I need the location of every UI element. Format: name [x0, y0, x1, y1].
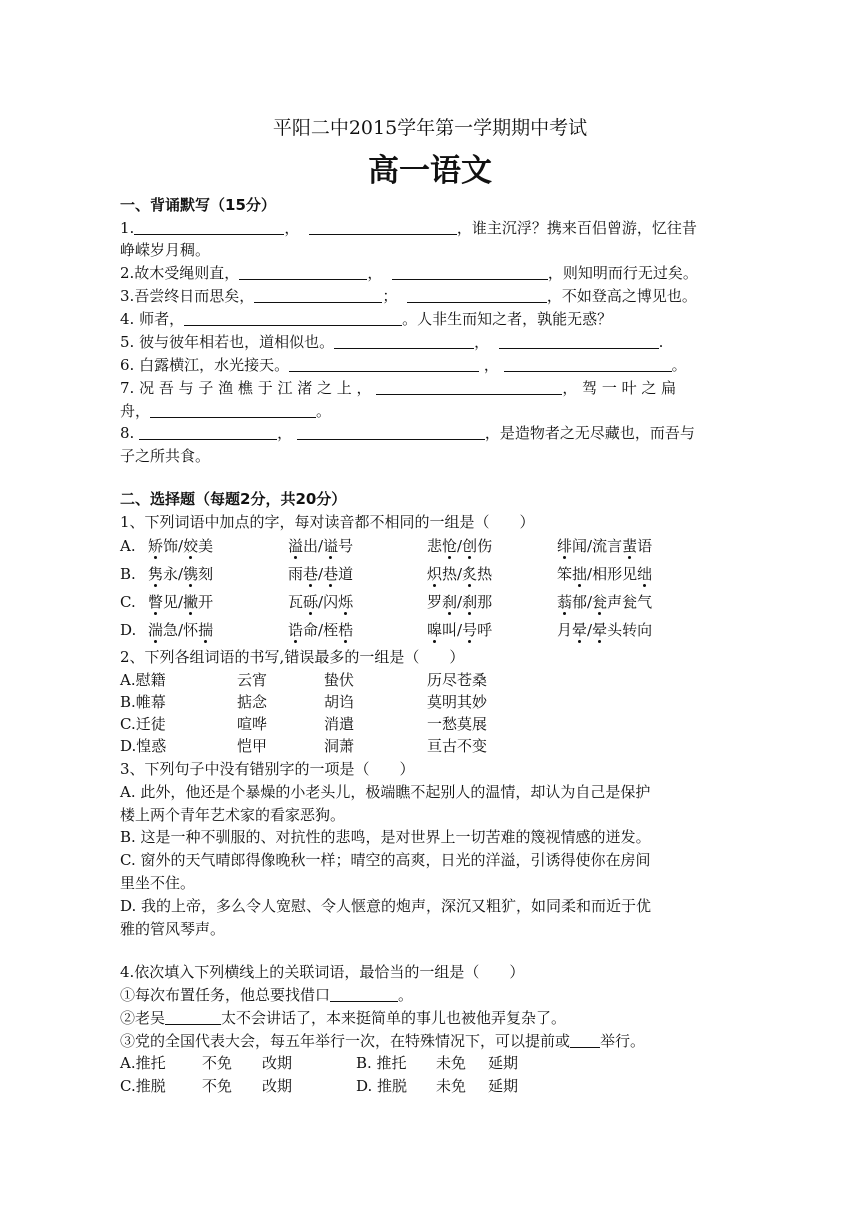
mc-q2-option[interactable]: D.惶惑 — [120, 737, 167, 755]
mc-q2-option[interactable]: A.慰籍 — [120, 671, 166, 689]
mc-q2-word: 蛰伏 — [324, 671, 355, 689]
mc-q4-word: 改期 — [262, 1054, 293, 1072]
mc-q2-word: 亘古不变 — [427, 737, 488, 755]
mc-q1-word-pair: 月晕/晕头转向 — [557, 621, 653, 639]
mc-q2-word: 消遣 — [324, 715, 355, 733]
mc-q2-stem: 2、下列各组词语的书写,错误最多的一组是（ ） — [120, 648, 465, 666]
answer-blank[interactable] — [570, 1031, 600, 1048]
mc-q2-word: 洞萧 — [324, 737, 355, 755]
mc-q1-word-pair: 雨巷/巷道 — [288, 565, 354, 583]
mc-q4-word: 未免 — [436, 1054, 467, 1072]
recite-q7-line1: 7. 况 吾 与 子 渔 樵 于 江 渚 之 上 ， ， 驾 一 叶 之 扁 — [120, 379, 677, 397]
mc-q2-option[interactable]: B.帷幕 — [120, 693, 166, 711]
mc-q2-word: 莫明其妙 — [427, 693, 488, 711]
mc-q4-word: 改期 — [262, 1077, 293, 1095]
mc-q1-word-pair: 悲怆/创伤 — [427, 537, 493, 555]
mc-q2-word: 喧哗 — [237, 715, 268, 733]
recite-q5: 5. 彼与彼年相若也，道相似也。 ， . — [120, 333, 664, 351]
answer-blank[interactable] — [392, 263, 548, 280]
recite-q7-line2: 舟， 。 — [120, 402, 332, 420]
mc-q4-sentence-1: ①每次布置任务，他总要找借口 。 — [120, 986, 414, 1004]
mc-q3-option-b[interactable]: B. 这是一种不驯服的、对抗性的悲鸣，是对世界上一切苦难的篾视情感的迸发。 — [120, 828, 651, 846]
mc-q4-word: 延期 — [488, 1054, 519, 1072]
mc-q4-option-b[interactable]: B. 推托 — [356, 1054, 407, 1072]
mc-q4-sentence-3: ③党的全国代表大会，每五年举行一次，在特殊情况下，可以提前或 举行。 — [120, 1032, 646, 1050]
answer-blank[interactable] — [134, 218, 284, 235]
mc-q3-option-a[interactable]: A. 此外，他还是个暴燥的小老头儿，极端瞧不起别人的温情，却认为自己是保护 — [120, 783, 651, 801]
mc-q1-word-pair: 嗥叫/号呼 — [427, 621, 493, 639]
answer-blank[interactable] — [330, 985, 398, 1002]
answer-blank[interactable] — [407, 286, 547, 303]
exam-title: 平阳二中2015学年第一学期期中考试 — [272, 117, 588, 139]
section1-heading: 一、背诵默写（15分） — [120, 196, 276, 214]
mc-q2-option[interactable]: C.迁徒 — [120, 715, 166, 733]
mc-q4-option-a[interactable]: A.推托 — [120, 1054, 166, 1072]
mc-q3-stem: 3、下列句子中没有错别字的一项是（ ） — [120, 760, 415, 778]
subject-title: 高一语文 — [368, 153, 492, 189]
answer-blank[interactable] — [499, 332, 659, 349]
mc-q1-word-pair: 瞥见/撇开 — [148, 593, 214, 611]
recite-q4: 4. 师者， 。人非生而知之者，孰能无惑？ — [120, 310, 613, 328]
answer-blank[interactable] — [334, 332, 474, 349]
mc-q1-word-pair: 罗刹/刹那 — [427, 593, 493, 611]
mc-q1-stem: 1、下列词语中加点的字，每对读音都不相同的一组是（ ） — [120, 513, 535, 531]
mc-q1-word-pair: 湍急/怀揣 — [148, 621, 214, 639]
mc-q4-stem: 4.依次填入下列横线上的关联词语，最恰当的一组是（ ） — [120, 963, 525, 981]
mc-q4-word: 未免 — [436, 1077, 467, 1095]
mc-q2-word: 掂念 — [237, 693, 268, 711]
answer-blank[interactable] — [139, 423, 277, 440]
mc-q1-option-label[interactable]: B. — [120, 565, 136, 583]
recite-q8-line2: 子之所共食。 — [120, 447, 211, 465]
mc-q4-option-d[interactable]: D. 推脱 — [356, 1077, 408, 1095]
mc-q2-word: 云宵 — [237, 671, 268, 689]
answer-blank[interactable] — [289, 355, 479, 372]
mc-q1-option-label[interactable]: A. — [120, 537, 136, 555]
recite-q1-line2: 峥嵘岁月稠。 — [120, 241, 211, 259]
mc-q4-word: 延期 — [488, 1077, 519, 1095]
mc-q1-word-pair: 矫饰/姣美 — [148, 537, 214, 555]
mc-q3-option-c-cont: 里坐不住。 — [120, 874, 196, 892]
mc-q1-word-pair: 炽热/炙热 — [427, 565, 493, 583]
mc-q2-word: 历尽苍桑 — [427, 671, 488, 689]
answer-blank[interactable] — [184, 309, 402, 326]
mc-q1-word-pair: 蓊郁/瓮声瓮气 — [557, 593, 653, 611]
mc-q1-word-pair: 绯闻/流言蜚语 — [557, 537, 653, 555]
answer-blank[interactable] — [165, 1008, 221, 1025]
answer-blank[interactable] — [309, 218, 457, 235]
section2-heading: 二、选择题（每题2分，共20分） — [120, 490, 347, 508]
mc-q2-word: 恺甲 — [237, 737, 268, 755]
mc-q1-word-pair: 隽永/镌刻 — [148, 565, 214, 583]
mc-q1-word-pair: 瓦砾/闪烁 — [288, 593, 354, 611]
mc-q4-option-c[interactable]: C.推脱 — [120, 1077, 166, 1095]
recite-q8-line1: 8. ， ，是造物者之无尽藏也，而吾与 — [120, 424, 695, 442]
mc-q3-option-c[interactable]: C. 窗外的天气晴郎得像晚秋一样；晴空的高爽，日光的洋溢，引诱得使你在房间 — [120, 851, 651, 869]
mc-q1-option-label[interactable]: D. — [120, 621, 137, 639]
mc-q4-word: 不免 — [202, 1054, 233, 1072]
answer-blank[interactable] — [239, 263, 367, 280]
recite-q3: 3.吾尝终日而思矣， ； ，不如登高之博见也。 — [120, 287, 697, 305]
mc-q1-word-pair: 诰命/桎梏 — [288, 621, 354, 639]
answer-blank[interactable] — [504, 355, 672, 372]
answer-blank[interactable] — [376, 378, 562, 395]
mc-q1-word-pair: 溢出/谥号 — [288, 537, 354, 555]
mc-q3-option-d-cont: 雅的管风琴声。 — [120, 920, 226, 938]
recite-q2: 2.故木受绳则直， ， ，则知明而行无过矣。 — [120, 264, 698, 282]
mc-q2-word: 一愁莫展 — [427, 715, 488, 733]
recite-q1-line1: 1. ， ，谁主沉浮？携来百侣曾游，忆往昔 — [120, 219, 697, 237]
mc-q1-option-label[interactable]: C. — [120, 593, 136, 611]
mc-q2-word: 胡诌 — [324, 693, 355, 711]
answer-blank[interactable] — [150, 401, 316, 418]
answer-blank[interactable] — [254, 286, 382, 303]
answer-blank[interactable] — [297, 423, 485, 440]
recite-q6: 6. 白露横江，水光接天。 ， 。 — [120, 356, 687, 374]
mc-q4-word: 不免 — [202, 1077, 233, 1095]
mc-q3-option-d[interactable]: D. 我的上帝，多么令人宽慰、令人惬意的炮声，深沉又粗犷，如同柔和而近于优 — [120, 897, 652, 915]
mc-q4-sentence-2: ②老吴 太不会讲话了，本来挺简单的事儿也被他弄复杂了。 — [120, 1009, 567, 1027]
mc-q3-option-a-cont: 楼上两个青年艺术家的看家恶狗。 — [120, 806, 346, 824]
mc-q1-word-pair: 笨拙/相形见绌 — [557, 565, 653, 583]
